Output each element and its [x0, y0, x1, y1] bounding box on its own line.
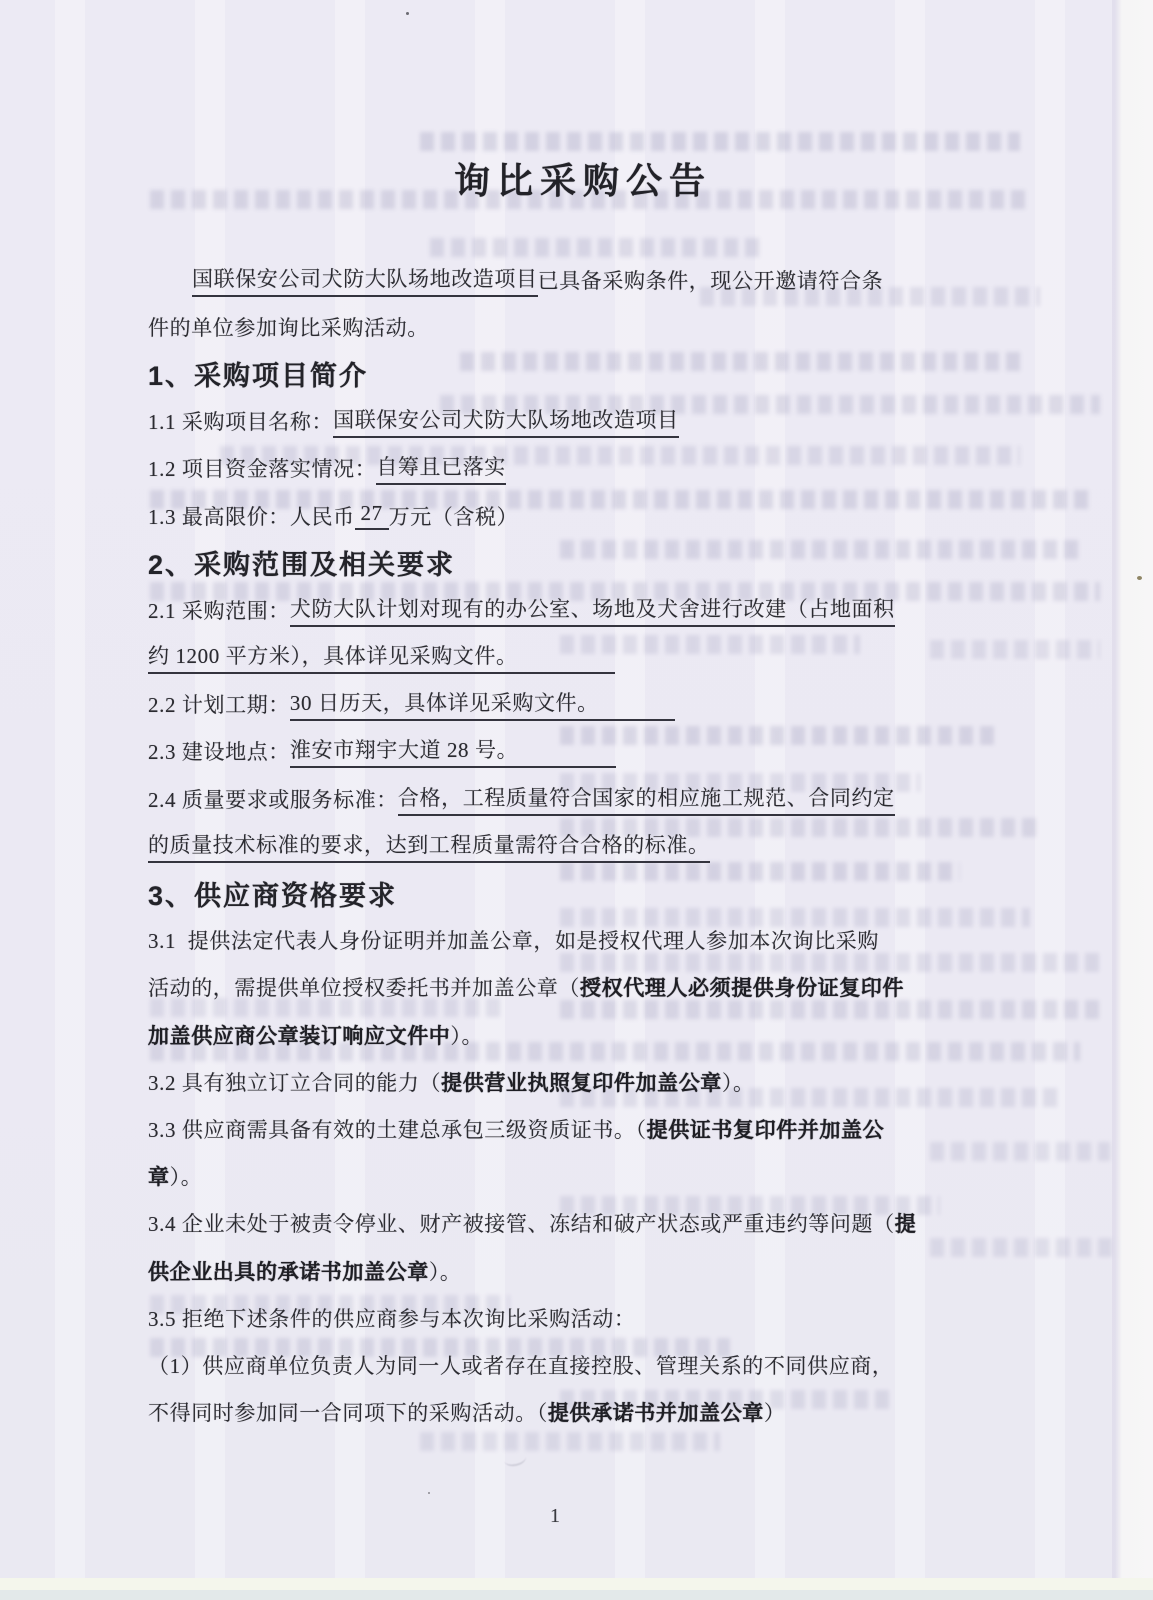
text-line: [148, 917, 1018, 964]
text-segment: ）。: [450, 1023, 484, 1048]
text-line: [148, 1247, 1018, 1294]
section-heading: [148, 350, 1018, 397]
scan-right-edge: [1112, 0, 1153, 1600]
ghost-line: [420, 132, 1020, 151]
scan-speck: [1137, 576, 1142, 580]
text-line: [148, 1105, 1018, 1152]
text-segment: 3、供应商资格要求: [148, 880, 398, 911]
text-segment: 件的单位参加询比采购活动。: [148, 315, 429, 340]
text-segment: ）: [763, 1401, 786, 1426]
text-line: [148, 1200, 1018, 1247]
section-heading: [148, 539, 1018, 586]
text-line: [148, 822, 1018, 869]
text-segment: 已具备采购条件，现公开邀请符合条: [537, 268, 884, 293]
title-gap: [148, 206, 1018, 256]
text-segment: 提供证书复印件并加盖公: [646, 1117, 885, 1142]
text-line: [148, 303, 1018, 350]
section-heading: [148, 869, 1018, 916]
text-line: [148, 256, 1018, 303]
text-segment: 约 1200 平方米），具体详见采购文件。: [148, 640, 615, 674]
text-segment: 2.2 计划工期：: [148, 693, 290, 718]
text-line: [148, 775, 1018, 822]
text-segment: 2.3 建设地点：: [148, 740, 290, 765]
scan-bottom-edge: [0, 1578, 1153, 1590]
text-line: [148, 634, 1018, 681]
text-segment: 提: [894, 1212, 917, 1237]
text-segment: ）。: [721, 1070, 755, 1095]
text-line: [148, 681, 1018, 728]
text-line: [148, 1341, 1018, 1388]
text-segment: 提供营业执照复印件加盖公章: [441, 1070, 722, 1095]
text-segment: 3.3 供应商需具备有效的土建总承包三级资质证书。（: [148, 1117, 647, 1142]
text-segment: 3.5 拒绝下述条件的供应商参与本次询比采购活动：: [148, 1306, 636, 1331]
text-line: [148, 492, 1018, 539]
text-segment: 3.2 具有独立订立合同的能力（: [148, 1070, 442, 1095]
text-segment: 自筹且已落实: [376, 451, 506, 485]
text-line: [148, 964, 1018, 1011]
text-line: [148, 1389, 1018, 1436]
text-segment: 国联保安公司犬防大队场地改造项目: [333, 404, 679, 438]
text-segment: 30 日历天，具体详见采购文件。: [290, 687, 675, 721]
text-line: [148, 1294, 1018, 1341]
text-segment: 3.1 提供法定代表人身份证明并加盖公章，如是授权代理人参加本次询比采购: [148, 929, 879, 954]
text-segment: 2.1 采购范围：: [148, 598, 290, 623]
text-lines: [148, 256, 1018, 1436]
text-segment: 1.3 最高限价：人民币: [148, 504, 355, 529]
text-segment: 加盖供应商公章装订响应文件中: [148, 1023, 451, 1048]
scan-squiggle-mark: [503, 1450, 527, 1468]
text-segment: ）。: [428, 1259, 462, 1284]
text-line: [148, 586, 1018, 633]
text-segment: （1）供应商单位负责人为同一人或者存在直接控股、管理关系的不同供应商，: [148, 1353, 894, 1378]
text-segment: 不得同时参加同一合同项下的采购活动。（: [148, 1401, 548, 1426]
text-segment: 提供承诺书并加盖公章: [547, 1401, 764, 1426]
scan-bottom-shadow: [0, 1590, 1153, 1600]
text-segment: ）。: [169, 1165, 203, 1190]
document-body: [148, 150, 1018, 1436]
text-segment: 2、采购范围及相关要求: [148, 550, 456, 581]
text-line: [148, 445, 1018, 492]
text-line: [148, 1058, 1018, 1105]
text-segment: 1、采购项目简介: [148, 361, 369, 392]
text-segment: 供企业出具的承诺书加盖公章: [148, 1259, 429, 1284]
text-segment: 章: [148, 1165, 170, 1190]
text-line: [148, 1153, 1018, 1200]
text-segment: 万元（含税）: [388, 504, 519, 529]
text-segment: 活动的，需提供单位授权委托书并加盖公章（: [148, 976, 580, 1001]
text-segment: 合格，工程质量符合国家的相应施工规范、合同约定: [398, 782, 895, 816]
document-title: 询比采购公告: [453, 159, 712, 201]
scan-speck: [428, 1492, 430, 1494]
page-number: 1: [550, 1505, 560, 1527]
text-segment: 淮安市翔宇大道 28 号。: [290, 734, 616, 768]
text-segment: 1.2 项目资金落实情况：: [148, 457, 377, 482]
text-line: [148, 728, 1018, 775]
scan-speck: [406, 12, 409, 15]
text-segment: 国联保安公司犬防大队场地改造项目: [192, 263, 538, 297]
text-segment: 2.4 质量要求或服务标准：: [148, 787, 398, 812]
text-line: [148, 1011, 1018, 1058]
text-segment: 3.4 企业未处于被责令停业、财产被接管、冻结和破产状态或严重违约等问题（: [148, 1212, 895, 1237]
text-line: [148, 398, 1018, 445]
text-segment: 的质量技术标准的要求，达到工程质量需符合合格的标准。: [148, 829, 710, 863]
text-segment: 授权代理人必须提供身份证复印件: [580, 976, 904, 1001]
text-segment: 犬防大队计划对现有的办公室、场地及犬舍进行改建（占地面积: [290, 593, 895, 627]
text-segment: 1.1 采购项目名称：: [148, 410, 334, 435]
text-segment: 27: [355, 501, 389, 530]
